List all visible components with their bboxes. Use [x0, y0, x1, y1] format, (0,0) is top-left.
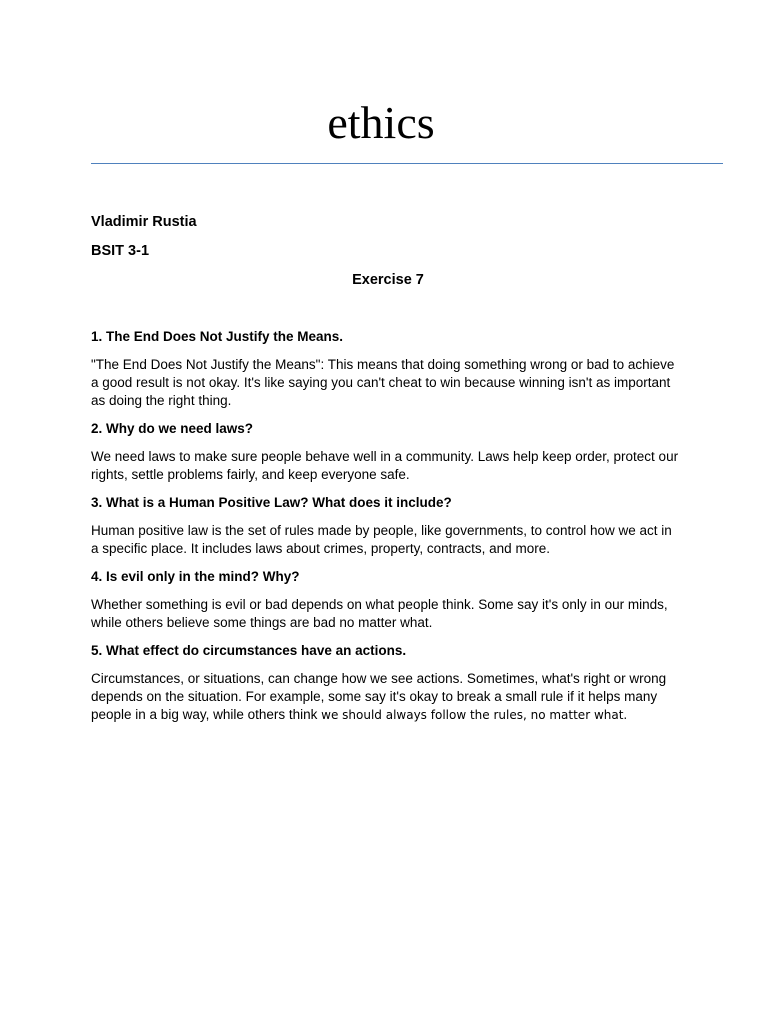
question-heading: 2. Why do we need laws?: [91, 421, 254, 436]
question-heading: 1. The End Does Not Justify the Means.: [91, 329, 344, 344]
document-title: ethics: [327, 97, 435, 148]
question-answer: Human positive law is the set of rules made by people, like governments, to control how we act in a specific place. It includes laws about crimes, property, contracts, and more.: [91, 523, 672, 556]
author-name: Vladimir Rustia: [91, 214, 197, 230]
question-heading: 4. Is evil only in the mind? Why?: [91, 569, 300, 584]
question-answer: "The End Does Not Justify the Means": This means that doing something wrong or bad to achieve a good result is not okay. It's like saying you can't cheat to win because winning isn't as important as doing the right thing.: [91, 357, 675, 408]
answer-text-tail: we should always follow the rules, no matter what.: [321, 708, 628, 722]
document-body: [91, 212, 681, 734]
question-answer: We need laws to make sure people behave well in a community. Laws help keep order, protect our rights, settle problems fairly, and keep everyone safe.: [91, 449, 679, 482]
question-heading: 3. What is a Human Positive Law? What does it include?: [91, 495, 452, 510]
question-answer: Whether something is evil or bad depends on what people think. Some say it's only in our minds, while others believe some things are bad no matter what.: [91, 597, 668, 630]
question-1: [91, 328, 681, 410]
question-answer: [91, 670, 681, 724]
title-divider: [91, 163, 723, 164]
question-3: [91, 494, 681, 558]
question-heading: 5. What effect do circumstances have an actions.: [91, 643, 407, 658]
class-section: BSIT 3-1: [91, 243, 150, 259]
question-2: [91, 420, 681, 484]
question-4: [91, 568, 681, 632]
exercise-title: Exercise 7: [352, 272, 424, 288]
answer-text: Circumstances, or situations, can change how we see actions. Sometimes, what's right or wrong depends on the situation. For example, some say it's okay to break a small rule if it helps many people in a big way, while others think: [91, 671, 667, 722]
question-5: [91, 642, 681, 724]
